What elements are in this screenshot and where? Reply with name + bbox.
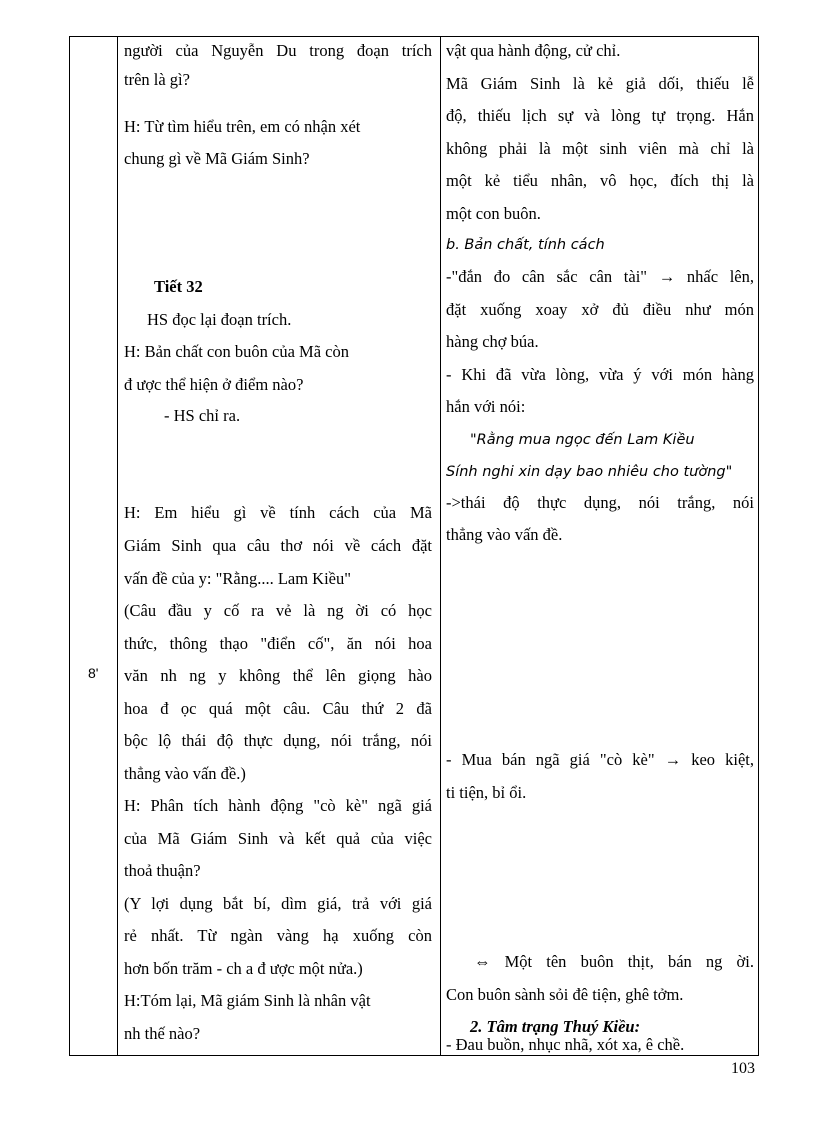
left-line: văn nh ng y không thể lên giọng hào bbox=[124, 666, 432, 685]
left-line: H: Phân tích hành động "cò kè" ngã giá bbox=[124, 796, 432, 815]
right-line: một kẻ tiểu nhân, vô học, đích thị là bbox=[446, 171, 754, 190]
right-line: hàng chợ búa. bbox=[446, 332, 539, 351]
time-cell: 8' bbox=[88, 665, 99, 681]
poem-line: Sính nghi xin dạy bao nhiêu cho tường" bbox=[446, 464, 733, 480]
right-line: độ, thiếu lịch sự và lòng tự trọng. Hắn bbox=[446, 106, 754, 125]
right-line: ->thái độ thực dụng, nói trắng, nói bbox=[446, 493, 754, 512]
left-line: của Mã Giám Sinh và kết quả của việc bbox=[124, 829, 432, 848]
left-line: hoa đ ọc quá một câu. Câu thứ 2 đã bbox=[124, 699, 432, 718]
right-line: Mã Giám Sinh là kẻ giả dối, thiếu lễ bbox=[446, 74, 754, 93]
right-line: - Khi đã vừa lòng, vừa ý với món hàng bbox=[446, 365, 754, 384]
left-line: hơn bốn trăm - ch a đ ược một nửa.) bbox=[124, 959, 363, 978]
lesson-table bbox=[69, 36, 759, 1056]
left-line: nh thế nào? bbox=[124, 1024, 201, 1043]
right-line: một con buôn. bbox=[446, 204, 541, 223]
right-line: Con buôn sành sỏi đê tiện, ghê tởm. bbox=[446, 985, 684, 1004]
left-line: bộc lộ thái độ thực dụng, nói trắng, nói bbox=[124, 731, 432, 750]
left-line: thức, thông thạo "điển cố", ăn nói hoa bbox=[124, 634, 432, 653]
left-line: chung gì về Mã Giám Sinh? bbox=[124, 149, 310, 168]
left-line: HS đọc lại đoạn trích. bbox=[147, 310, 292, 329]
left-line: vấn đề của y: "Rằng.... Lam Kiều" bbox=[124, 569, 351, 588]
left-line: H: Bản chất con buôn của Mã còn bbox=[124, 342, 349, 361]
left-line: trên là gì? bbox=[124, 70, 190, 89]
left-line: người của Nguyễn Du trong đoạn trích bbox=[124, 41, 432, 60]
left-line: - HS chỉ ra. bbox=[164, 406, 241, 425]
left-line: đ ược thể hiện ở điểm nào? bbox=[124, 375, 304, 394]
right-line: đặt xuống xoay xở đủ điều như món bbox=[446, 300, 754, 319]
right-line: -"đắn đo cân sắc cân tài" → nhấc lên, bbox=[446, 267, 754, 286]
left-line: (Y lợi dụng bắt bí, dìm giá, trả với giá bbox=[124, 894, 432, 913]
left-line: H: Từ tìm hiểu trên, em có nhận xét bbox=[124, 117, 361, 136]
right-line: không phải là một sinh viên mà chỉ là bbox=[446, 139, 754, 158]
left-line: H: Em hiểu gì về tính cách của Mã bbox=[124, 503, 432, 522]
right-line: thẳng vào vấn đề. bbox=[446, 525, 563, 544]
left-line: Giám Sinh qua câu thơ nói về cách đặt bbox=[124, 536, 432, 555]
left-line: H:Tóm lại, Mã giám Sinh là nhân vật bbox=[124, 991, 371, 1010]
poem-line: "Rằng mua ngọc đến Lam Kiều bbox=[470, 432, 695, 448]
right-line: hắn với nói: bbox=[446, 397, 526, 416]
right-line: ti tiện, bỉ ổi. bbox=[446, 783, 527, 802]
right-line: - Đau buồn, nhục nhã, xót xa, ê chề. bbox=[446, 1035, 685, 1054]
lesson-heading: Tiết 32 bbox=[154, 277, 203, 296]
left-line: thẳng vào vấn đề.) bbox=[124, 764, 246, 783]
section-heading-b: b. Bản chất, tính cách bbox=[446, 237, 605, 253]
right-line: vật qua hành động, cử chỉ. bbox=[446, 41, 621, 60]
left-line: thoả thuận? bbox=[124, 861, 201, 880]
left-line: (Câu đầu y cố ra vẻ là ng ời có học bbox=[124, 601, 432, 620]
left-line: rẻ nhất. Từ ngàn vàng hạ xuống còn bbox=[124, 926, 432, 945]
column-divider-time bbox=[117, 37, 118, 1055]
column-divider-content bbox=[440, 37, 441, 1055]
right-line: - Mua bán ngã giá "cò kè" → keo kiệt, bbox=[446, 750, 754, 769]
page-number: 103 bbox=[731, 1060, 755, 1077]
section-heading-2: 2. Tâm trạng Thuý Kiều: bbox=[470, 1017, 641, 1036]
right-line: ⇔ Một tên buôn thịt, bán ng ời. bbox=[474, 952, 754, 971]
